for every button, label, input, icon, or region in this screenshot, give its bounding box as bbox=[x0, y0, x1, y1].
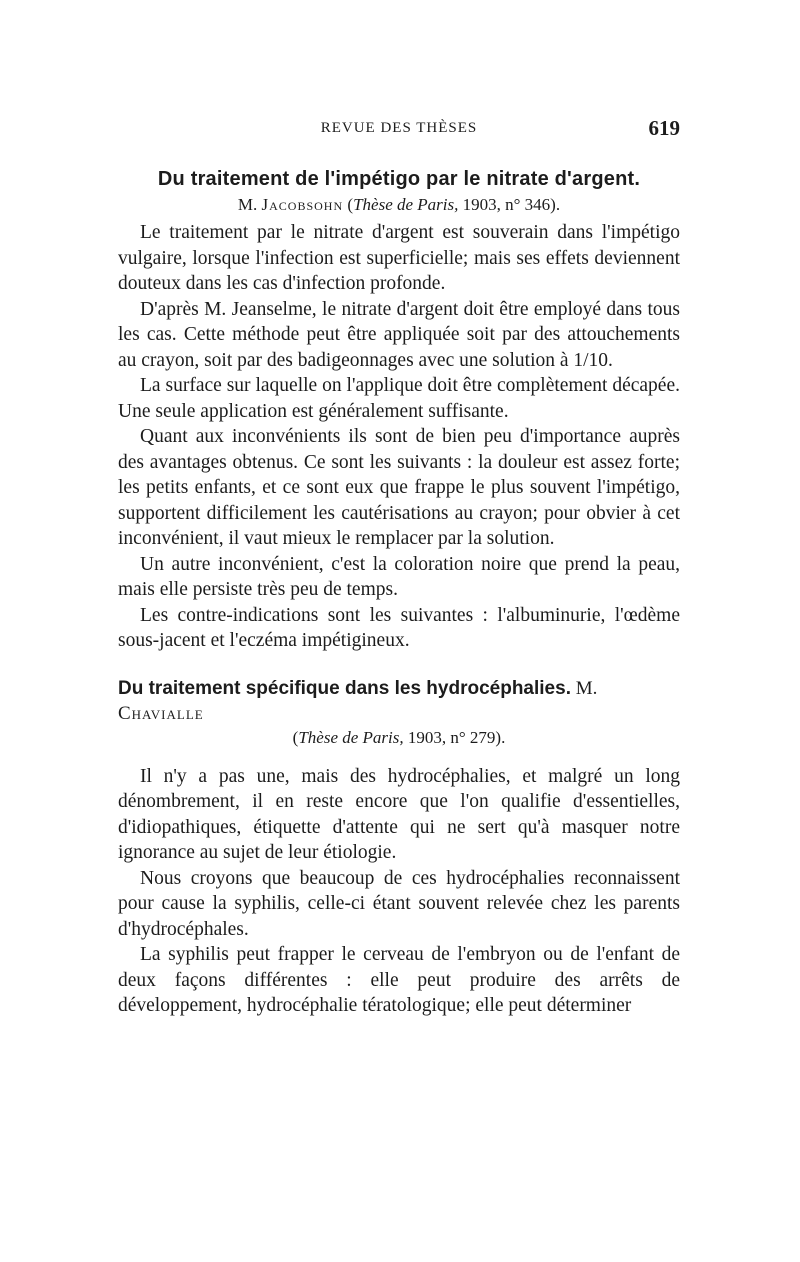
article2-source: Thèse de Paris, bbox=[298, 727, 404, 747]
running-head-title: REVUE DES THÈSES bbox=[320, 120, 478, 136]
book-page bbox=[118, 116, 680, 1019]
article1-source: Thèse de Paris, bbox=[353, 195, 459, 214]
article2-source-line bbox=[118, 726, 680, 750]
article1-author-prefix: M. bbox=[237, 195, 262, 214]
article1-paragraph: Les contre-indications sont les suivantes : l'albuminurie, l'œdème sous-jacent et l'eczéma impétigineux. bbox=[118, 604, 680, 651]
article1-paragraph: Quant aux inconvénients ils sont de bien peu d'importance auprès des avantages obtenus. Ce sont les suivants : la douleur est assez forte; les petits enfants, et ce sont eux que frappe le plus souvent l'impétigo, supportent difficilement les cautérisations au crayon; pour obvier à cet inconvénient, il vaut mieux le remplacer par la solution. bbox=[118, 426, 680, 549]
running-head bbox=[118, 116, 680, 146]
article2-author-prefix: M. bbox=[570, 677, 598, 699]
article1-author: Jacobsohn bbox=[261, 195, 344, 214]
article1-body bbox=[118, 220, 680, 654]
article1-paragraph: D'après M. Jeanselme, le nitrate d'argent doit être employé dans tous les cas. Cette méthode peut être appliquée soit par des attouchements au crayon, soit par des badigeonnages avec une solution à 1/10. bbox=[118, 298, 680, 371]
article2-paragraph: Il n'y a pas une, mais des hydrocéphalies, et malgré un long dénombrement, il en reste encore que l'on qualifie d'essentielles, d'idiopathiques, étiquette d'attente qui ne sert qu'à masquer notre ignorance au sujet de leur étiologie. bbox=[118, 765, 680, 863]
article2-paragraph: La syphilis peut frapper le cerveau de l'embryon ou de l'enfant de deux façons différentes : elle peut produire des arrêts de développement, hydrocéphalie tératologique; elle peut déterminer bbox=[118, 944, 680, 1016]
article2-heading bbox=[118, 676, 680, 750]
article2-source-rest: 1903, n° 279). bbox=[403, 727, 506, 747]
article2-body bbox=[118, 764, 680, 1019]
article1-paragraph: Un autre inconvénient, c'est la coloration noire que prend la peau, mais elle persiste très peu de temps. bbox=[118, 553, 680, 600]
article2-title: Du traitement spécifique dans les hydrocéphalies. bbox=[118, 677, 571, 699]
article2-title-line bbox=[118, 676, 680, 726]
article1-source-rest: 1903, n° 346). bbox=[458, 195, 561, 214]
article1-title: Du traitement de l'impétigo par le nitrate d'argent. bbox=[157, 168, 641, 190]
article1-paragraph: Le traitement par le nitrate d'argent est souverain dans l'impétigo vulgaire, lorsque l'infection est superficielle; mais ses effets deviennent douteux dans les cas d'infection profonde. bbox=[118, 222, 680, 294]
article2-paragraph: Nous croyons que beaucoup de ces hydrocéphalies reconnaissent pour cause la syphilis, celle-ci étant souvent relevée chez les parents d'hydrocéphales. bbox=[118, 867, 680, 940]
article2-author: Chavialle bbox=[118, 702, 204, 724]
article1-byline bbox=[118, 194, 680, 216]
article1-open-paren: ( bbox=[343, 195, 354, 214]
article1-paragraph: La surface sur laquelle on l'applique doit être complètement décapée. Une seule application est généralement suffisante. bbox=[118, 375, 680, 422]
page-number: 619 bbox=[648, 116, 680, 140]
article2-source-open: ( bbox=[292, 727, 299, 747]
